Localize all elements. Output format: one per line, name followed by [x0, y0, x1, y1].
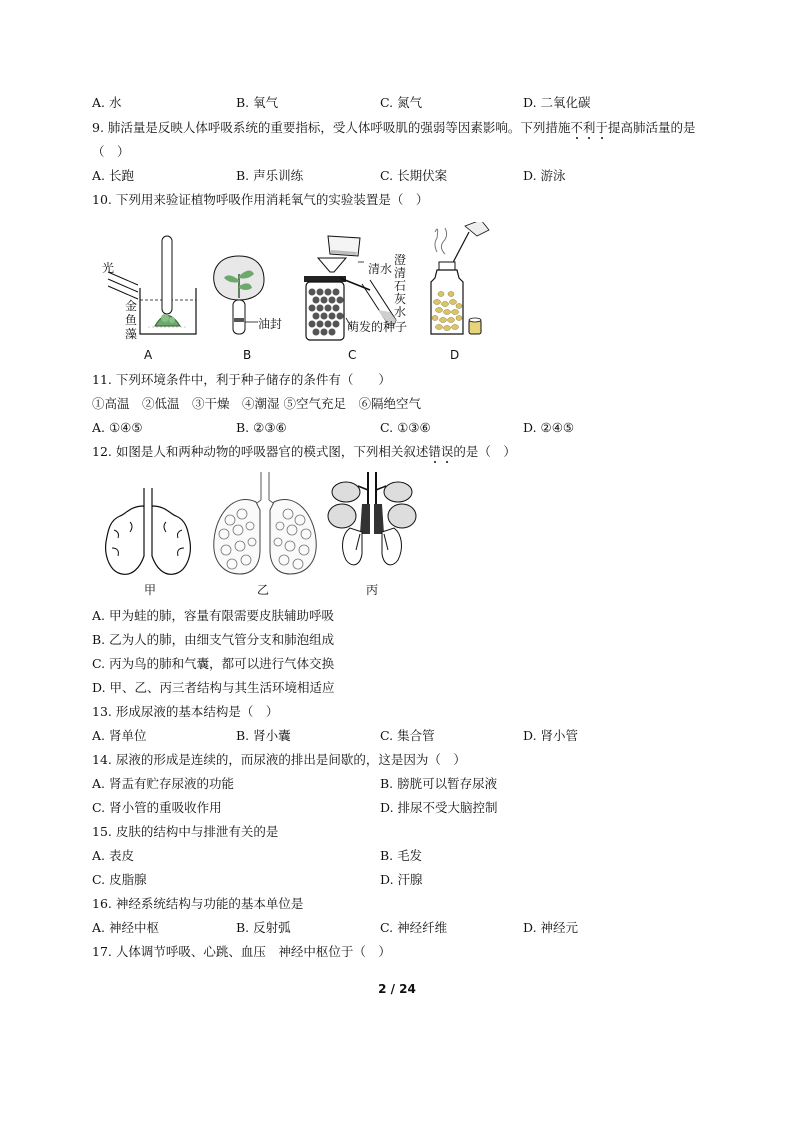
q14-option-c: C. 肾小管的重吸收作用 — [92, 800, 222, 815]
q8-option-b: B. 氧气 — [236, 95, 279, 110]
q14-stem: 14. 尿液的形成是连续的，而尿液的排出是间歇的，这是因为（ ） — [92, 752, 466, 767]
q10-stem: 10. 下列用来验证植物呼吸作用消耗氧气的实验装置是（ ） — [92, 192, 429, 207]
q10-label-c: C — [348, 348, 357, 362]
q16-option-d: D. 神经元 — [523, 920, 579, 935]
q13-option-b: B. 肾小囊 — [236, 728, 291, 743]
q12-emphasis: 错误 — [428, 444, 454, 459]
page-number: 2 / 24 — [378, 982, 416, 996]
q11-conditions: ①高温 ②低温 ③干燥 ④潮湿 ⑤空气充足 ⑥隔绝空气 — [92, 396, 421, 411]
q12-option-a: A. 甲为蛙的肺，容量有限需要皮肤辅助呼吸 — [92, 608, 334, 623]
q16-option-a: A. 神经中枢 — [92, 920, 159, 935]
q15-option-d: D. 汗腺 — [380, 872, 423, 887]
q15-option-c: C. 皮脂腺 — [92, 872, 147, 887]
q12-figure-yi — [210, 470, 320, 580]
q16-stem: 16. 神经系统结构与功能的基本单位是 — [92, 896, 304, 911]
q12-label-bing: 丙 — [366, 583, 379, 597]
q12-option-d: D. 甲、乙、丙三者结构与其生活环境相适应 — [92, 680, 335, 695]
q15-option-a: A. 表皮 — [92, 848, 134, 863]
fig-a-plant-label-3: 藻 — [125, 327, 138, 341]
q15-stem: 15. 皮肤的结构中与排泄有关的是 — [92, 824, 279, 839]
q9-stem: 9. 肺活量是反映人体呼吸系统的重要指标，受人体呼吸肌的强弱等因素影响。下列措施不利于提高肺活量的是 — [92, 120, 696, 135]
q12-option-c: C. 丙为鸟的肺和气囊，都可以进行气体交换 — [92, 656, 335, 671]
q13-stem: 13. 形成尿液的基本结构是（ ） — [92, 704, 279, 719]
q11-option-a: A. ①④⑤ — [92, 420, 143, 435]
q8-option-d: D. 二氧化碳 — [523, 95, 591, 110]
q11-option-b: B. ②③⑥ — [236, 420, 287, 435]
q12-label-yi: 乙 — [257, 583, 270, 597]
q8-option-a: A. 水 — [92, 95, 122, 110]
q12-stem: 12. 如图是人和两种动物的呼吸器官的模式图，下列相关叙述错误的是（ ） — [92, 444, 516, 459]
q9-option-c: C. 长期伏案 — [380, 168, 448, 183]
q16-option-b: B. 反射弧 — [236, 920, 291, 935]
fig-a-plant-label-1: 金 — [125, 299, 138, 313]
q14-option-a: A. 肾盂有贮存尿液的功能 — [92, 776, 234, 791]
fig-c-limewater-label: 澄 清 石 灰 水 — [394, 253, 407, 319]
q14-option-b: B. 膀胱可以暂存尿液 — [380, 776, 498, 791]
q13-option-c: C. 集合管 — [380, 728, 435, 743]
q11-option-d: D. ②④⑤ — [523, 420, 575, 435]
fig-c-water-label: 清水 — [368, 262, 393, 276]
fig-b-oil-label: 油封 — [258, 317, 283, 331]
q9-option-d: D. 游泳 — [523, 168, 566, 183]
q10-label-a: A — [144, 348, 153, 362]
fig-a-light-label: 光 — [102, 261, 115, 275]
q9-option-b: B. 声乐训练 — [236, 168, 304, 183]
q12-figure-bing — [324, 470, 420, 574]
q9-emphasis: 不利于 — [570, 120, 608, 135]
q9-option-a: A. 长跑 — [92, 168, 134, 183]
fig-a-plant-label-2: 鱼 — [125, 313, 138, 327]
q17-stem: 17. 人体调节呼吸、心跳、血压 神经中枢位于（ ） — [92, 944, 391, 959]
q10-figure-a — [100, 230, 200, 342]
q10-label-b: B — [243, 348, 252, 362]
q12-figure-jia — [100, 486, 196, 578]
q8-option-c: C. 氮气 — [380, 95, 423, 110]
q9-stem-cont: （ ） — [92, 144, 130, 159]
q11-stem: 11. 下列环境条件中，利于种子储存的条件有（ ） — [92, 372, 391, 387]
q15-option-b: B. 毛发 — [380, 848, 423, 863]
q11-option-c: C. ①③⑥ — [380, 420, 431, 435]
q14-option-d: D. 排尿不受大脑控制 — [380, 800, 498, 815]
q12-label-jia: 甲 — [144, 583, 157, 597]
q13-option-d: D. 肾小管 — [523, 728, 579, 743]
q13-option-a: A. 肾单位 — [92, 728, 147, 743]
fig-c-seeds-label: 萌发的种子 — [347, 320, 408, 334]
q12-option-b: B. 乙为人的肺，由细支气管分支和肺泡组成 — [92, 632, 335, 647]
q16-option-c: C. 神经纤维 — [380, 920, 448, 935]
q10-figure-d — [425, 222, 495, 340]
q10-label-d: D — [450, 348, 460, 362]
